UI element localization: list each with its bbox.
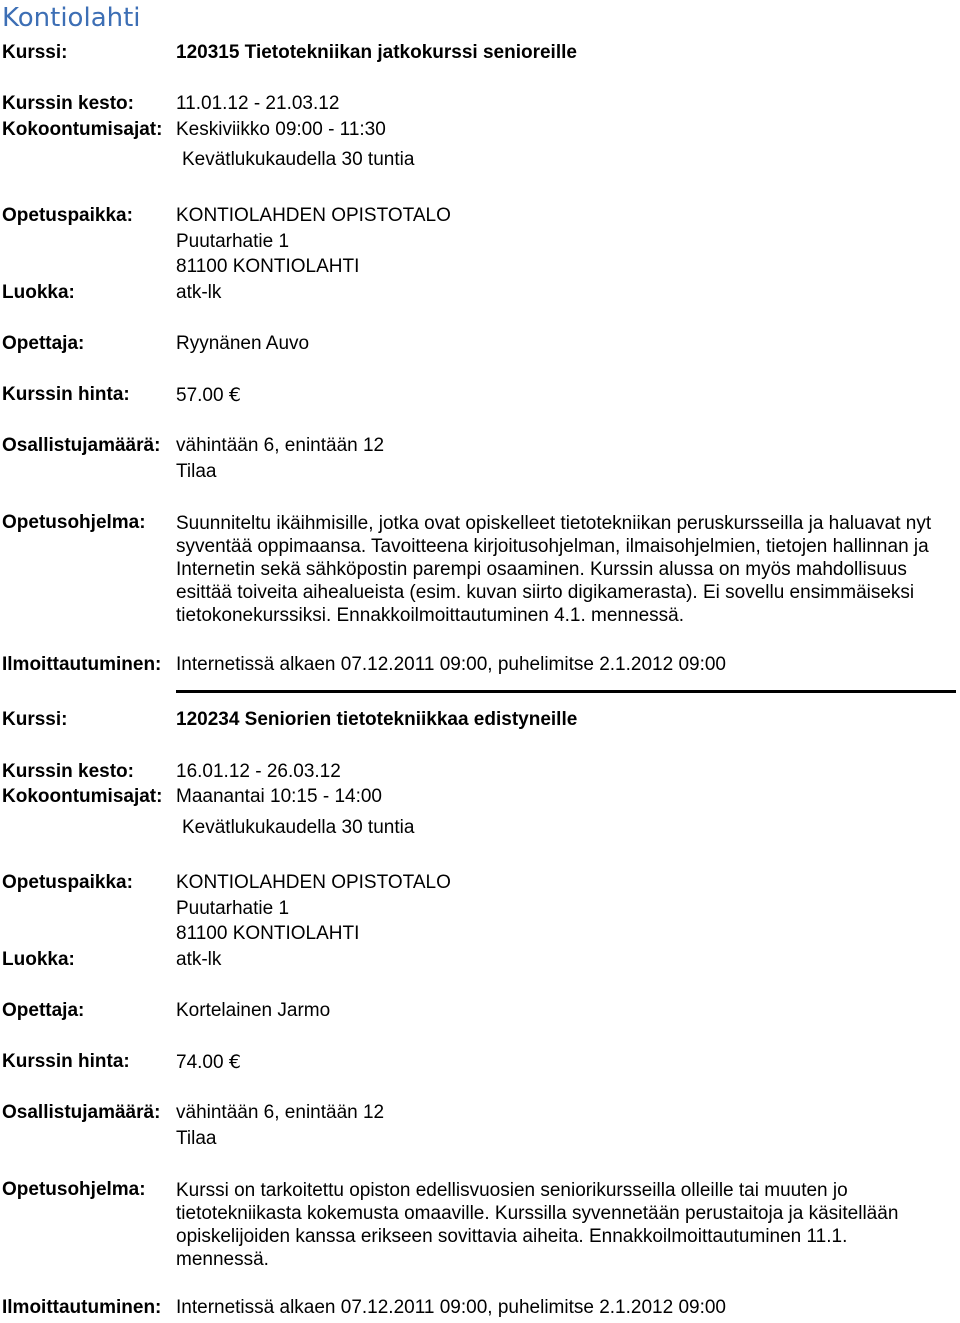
course-opettaja: Kortelainen Jarmo [176,1000,331,1021]
course-luokka: atk-lk [176,949,222,970]
label-opettaja: Opettaja: [2,333,85,354]
course-osoite: Puutarhatie 1 [176,898,290,919]
label-kesto: Kurssin kesto: [2,761,134,782]
course-tila: Tilaa [176,1128,217,1149]
course-name: 120315 Tietotekniikan jatkokurssi senioreille [176,42,577,63]
label-ilmoittautuminen: Ilmoittautuminen: [2,654,162,675]
label-ilmoittautuminen: Ilmoittautuminen: [2,1297,162,1318]
course-ilmoittautuminen: Internetissä alkaen 07.12.2011 09:00, puhelimitse 2.1.2012 09:00 [176,1297,726,1318]
label-luokka: Luokka: [2,282,75,303]
course-paikka: KONTIOLAHDEN OPISTOTALO [176,205,451,226]
label-hinta: Kurssin hinta: [2,1051,130,1072]
price-value: 57.00 [176,385,224,406]
course-opettaja: Ryynänen Auvo [176,333,310,354]
price-value: 74.00 [176,1052,224,1073]
course-ilmoittautuminen: Internetissä alkaen 07.12.2011 09:00, puhelimitse 2.1.2012 09:00 [176,654,726,675]
label-kokoontumisajat: Kokoontumisajat: [2,786,163,807]
label-kokoontumisajat: Kokoontumisajat: [2,119,163,140]
euro-icon: € [228,384,241,406]
label-opetusohjelma: Opetusohjelma: [2,512,146,533]
label-opetuspaikka: Opetuspaikka: [2,872,133,893]
course-osoite: Puutarhatie 1 [176,231,290,252]
course-kesto: 11.01.12 - 21.03.12 [176,93,340,114]
course-opetusohjelma: Suunniteltu ikäihmisille, jotka ovat opiskelleet tietotekniikan peruskursseilla ja haluavat nyt syventää oppimaansa. Tavoitteena kirjoitusohjelman, ilmaisohjelmien, tietojen hallinnan ja Internetin sekä sähköpostin parempi osaaminen. Kurssin alussa on myös mahdollisuus esittää toiveita aihealueista (esim. kuvan siirto digikamerasta). Ei sovellu ensimmäiseksi tietokonekurssiksi. Ennakkoilmoittautuminen 4.1. mennessä. [176,513,932,626]
label-hinta: Kurssin hinta: [2,384,130,405]
course-kausi: Kevätlukukaudella 30 tuntia [182,817,415,838]
course-divider [176,690,956,693]
label-opetuspaikka: Opetuspaikka: [2,205,133,226]
course-kokoontumisajat: Keskiviikko 09:00 - 11:30 [176,119,386,140]
course-kausi: Kevätlukukaudella 30 tuntia [182,149,415,170]
label-opetusohjelma: Opetusohjelma: [2,1179,146,1200]
euro-icon: € [228,1051,241,1073]
label-osallistujamaara: Osallistujamäärä: [2,435,161,456]
course-osallistujat: vähintään 6, enintään 12 [176,1102,385,1123]
label-kurssi: Kurssi: [2,709,68,730]
label-kesto: Kurssin kesto: [2,93,134,114]
label-osallistujamaara: Osallistujamäärä: [2,1102,161,1123]
course-hinta [176,384,241,407]
course-postitoimipaikka: 81100 KONTIOLAHTI [176,256,360,277]
label-kurssi: Kurssi: [2,42,68,63]
course-opetusohjelma: Kurssi on tarkoitettu opiston edellisvuosien seniorikursseilla olleille tai muuten jo tietotekniikasta kokemusta omaaville. Kurssilla syvennetään perustaitoja ja käsitellään opiskelijoiden kanssa erikseen sovittavia aiheita. Ennakkoilmoittautuminen 11.1. mennessä. [176,1180,899,1270]
course-tila: Tilaa [176,461,217,482]
course-name: 120234 Seniorien tietotekniikkaa edistyneille [176,709,578,730]
course-luokka: atk-lk [176,282,222,303]
page-title: Kontiolahti [2,3,141,33]
label-luokka: Luokka: [2,949,75,970]
label-opettaja: Opettaja: [2,1000,85,1021]
course-osallistujat: vähintään 6, enintään 12 [176,435,385,456]
course-postitoimipaikka: 81100 KONTIOLAHTI [176,923,360,944]
course-kokoontumisajat: Maanantai 10:15 - 14:00 [176,786,382,807]
course-kesto: 16.01.12 - 26.03.12 [176,761,341,782]
course-hinta [176,1051,241,1074]
course-paikka: KONTIOLAHDEN OPISTOTALO [176,872,451,893]
